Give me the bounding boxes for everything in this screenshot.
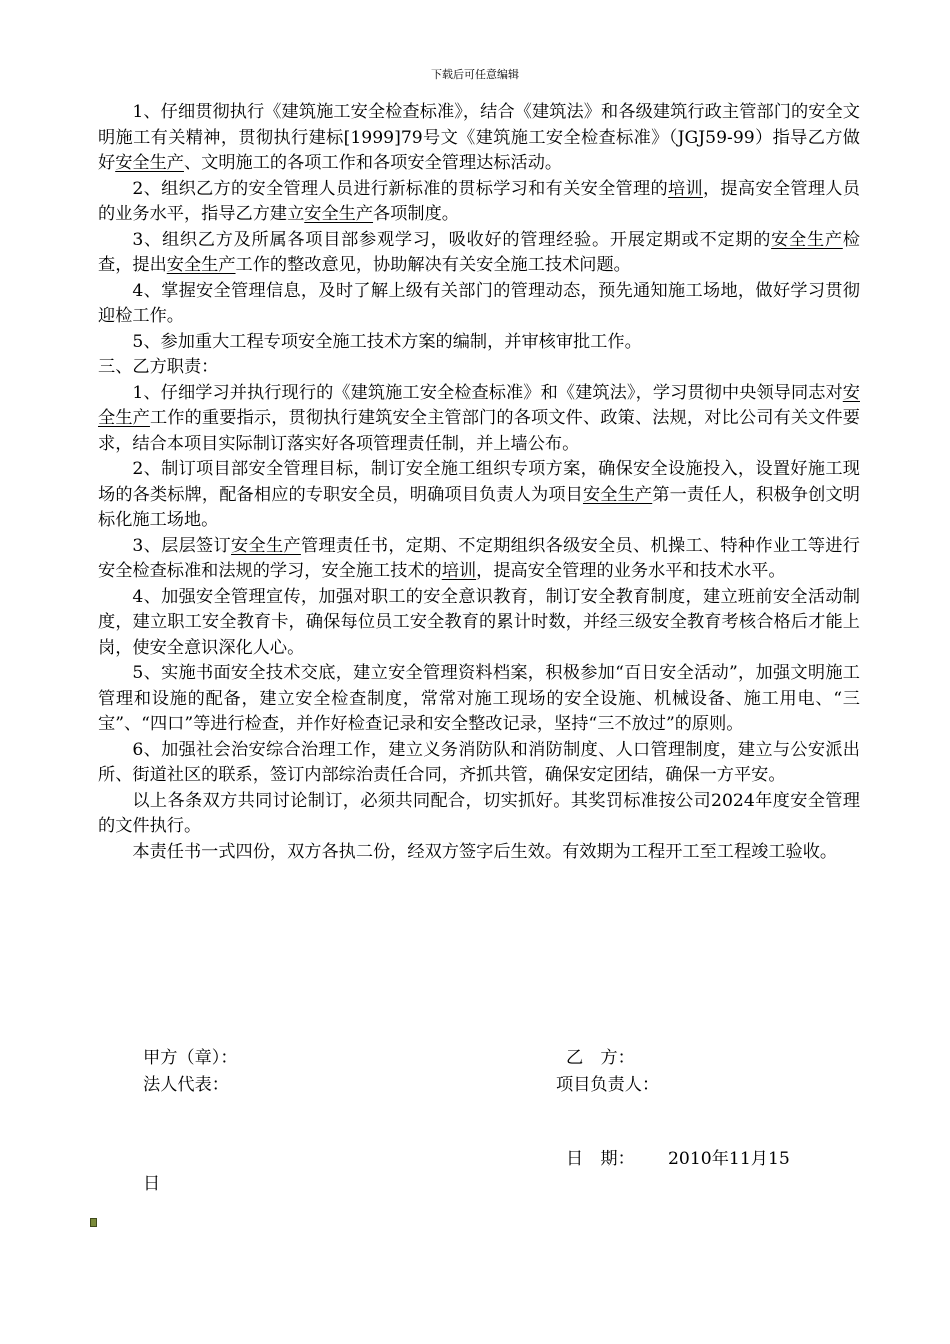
paragraph [98, 738, 860, 789]
text-segment: 1、仔细学习并执行现行的《建筑施工安全检查标准》和《建筑法》，学习贯彻中央领导同志对 [132, 382, 843, 403]
page-header: 下载后可任意编辑 [431, 68, 519, 81]
text-segment: 2、组织乙方的安全管理人员进行新标准的贯标学习和有关安全管理的 [132, 178, 668, 199]
party-a-label: 甲方（章）： [143, 1048, 238, 1068]
document-body [98, 100, 860, 865]
text-segment: ，提高安全管理的业务水平和技术水平。 [476, 561, 786, 581]
text-segment: 5、参加重大工程专项安全施工技术方案的编制，并审核审批工作。 [132, 331, 642, 352]
underlined-term: 安全生产 [304, 204, 374, 224]
underlined-term: 安全生产 [582, 484, 653, 505]
text-segment: 第一责任人，积极争创文明标化施工场地。 [98, 484, 860, 530]
text-segment: 各项制度。 [373, 204, 459, 224]
paragraph [98, 100, 860, 177]
underlined-term: 安全生产 [231, 535, 301, 556]
party-b-label: 乙 方： [566, 1048, 635, 1068]
text-segment: 6、加强社会治安综合治理工作，建立义务消防队和消防制度、人口管理制度，建立与公安派出所、街道社区的联系，签订内部综治责任合同，齐抓共管，确保安定团结，确保一方平安。 [98, 739, 860, 785]
text-segment: 5、实施书面安全技术交底，建立安全管理资料档案，积极参加“百日安全活动”，加强文明施工管理和设施的配备，建立安全检查制度，常常对施工现场的安全设施、机械设备、施工用电、“三宝”、“四口”等进行检查，并作好检查记录和安全整改记录，坚持“三不放过”的原则。 [98, 663, 860, 734]
paragraph [98, 228, 860, 279]
date-label: 日 期： [566, 1149, 635, 1169]
text-segment: ，提高安全管理人员的业务水平，指导乙方建立 [98, 178, 860, 224]
section-heading [98, 355, 860, 381]
text-segment: 三、乙方职责： [98, 357, 219, 377]
text-segment: 2、制订项目部安全管理目标，制订安全施工组织专项方案，确保安全设施投入，设置好施工现场的各类标牌，配备相应的专职安全员，明确项目负责人为项目 [98, 459, 860, 505]
small-marker-icon [90, 1218, 97, 1227]
underlined-term: 安全生产 [166, 255, 236, 275]
text-segment: 工作的重要指示，贯彻执行建筑安全主管部门的各项文件、政策、法规，对比公司有关文件要求，结合本项目实际制订落实好各项管理责任制，并上墙公布。 [98, 408, 860, 454]
date-value: 2010年11月15 [668, 1149, 790, 1169]
text-segment: 本责任书一式四份，双方各执二份，经双方签字后生效。有效期为工程开工至工程竣工验收。 [132, 841, 838, 862]
paragraph [98, 177, 860, 228]
paragraph [98, 661, 860, 738]
underlined-term: 安全生产 [98, 382, 860, 428]
paragraph [98, 585, 860, 662]
paragraph [98, 279, 860, 330]
underlined-term: 培训 [441, 561, 477, 581]
paragraph [98, 789, 860, 840]
text-segment: 管理责任书，定期、不定期组织各级安全员、机操工、特种作业工等进行安全检查标准和法规的学习，安全施工技术的 [98, 535, 860, 581]
text-segment: 3、层层签订 [132, 535, 232, 556]
text-segment: 、文明施工的各项工作和各项安全管理达标活动。 [183, 153, 563, 173]
text-segment: 1、仔细贯彻执行《建筑施工安全检查标准》，结合《建筑法》和各级建筑行政主管部门的安全文明施工有关精神，贯彻执行建标[1999]79号文《建筑施工安全检查标准》（JGJ59-99）指导乙方做好 [98, 102, 860, 173]
text-segment: 4、加强安全管理宣传，加强对职工的安全意识教育，制订安全教育制度，建立班前安全活动制度，建立职工安全教育卡，确保每位员工安全教育的累计时数，并经三级安全教育考核合格后才能上岗，使安全意识深化人心。 [98, 586, 860, 658]
legal-rep-label: 法人代表： [143, 1075, 229, 1095]
text-segment: 工作的整改意见，协助解决有关安全施工技术问题。 [235, 255, 631, 275]
underlined-term: 培训 [667, 178, 703, 199]
text-segment: 检查，提出 [98, 229, 860, 275]
paragraph [98, 457, 860, 534]
text-segment: 3、组织乙方及所属各项目部参观学习，吸收好的管理经验。开展定期或不定期的 [132, 229, 772, 250]
underlined-term: 安全生产 [771, 229, 843, 250]
text-segment: 以上各条双方共同讨论制订，必须共同配合，切实抓好。其奖罚标准按公司2024年度安全管理的文件执行。 [98, 790, 860, 836]
date-tail: 日 [143, 1174, 161, 1194]
paragraph [98, 534, 860, 585]
paragraph [98, 381, 860, 458]
project-lead-label: 项目负责人： [556, 1075, 660, 1095]
text-segment: 4、掌握安全管理信息，及时了解上级有关部门的管理动态，预先通知施工场地，做好学习贯彻迎检工作。 [98, 280, 860, 326]
underlined-term: 安全生产 [115, 153, 184, 173]
paragraph [98, 330, 860, 356]
paragraph [98, 840, 860, 866]
